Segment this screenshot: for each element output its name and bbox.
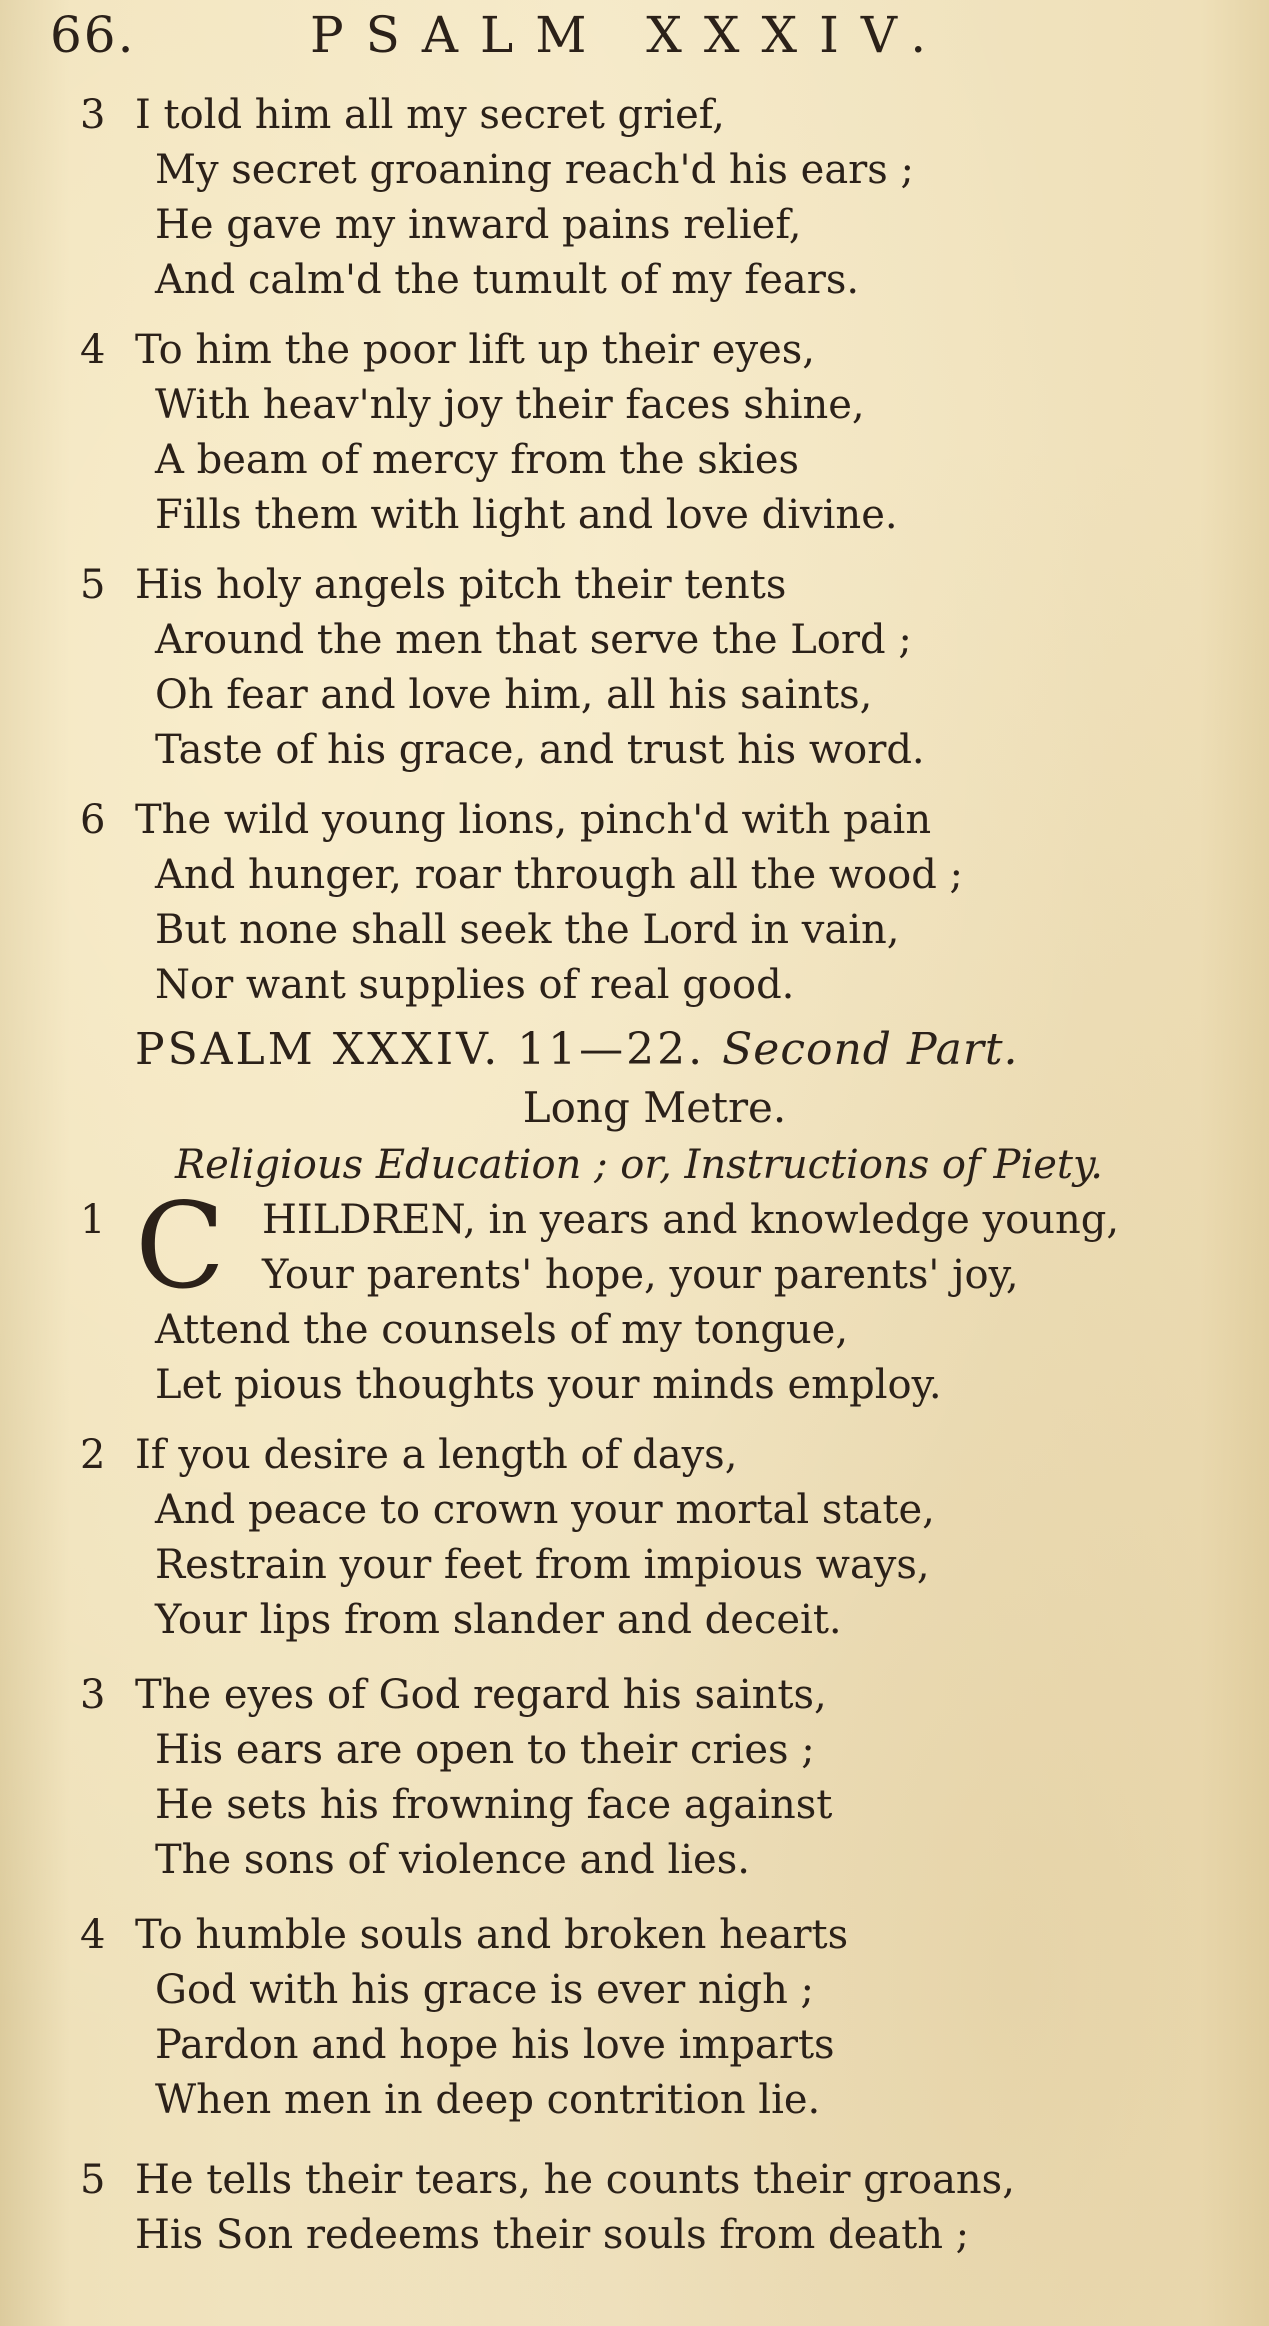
stanza-number: 3: [80, 1672, 106, 1718]
verse-line: His holy angels pitch their tents: [135, 562, 787, 608]
verse-line: Fills them with light and love divine.: [155, 492, 898, 538]
verse-line: He sets his frowning face against: [155, 1782, 833, 1828]
page-number: 66.: [50, 6, 136, 64]
verse-line: To him the poor lift up their eyes,: [135, 327, 815, 373]
running-title: PSALM XXXIV.: [310, 6, 949, 64]
stanza-number: 2: [80, 1432, 106, 1478]
verse-line: My secret groaning reach'd his ears ;: [155, 147, 915, 193]
verse-line: HILDREN, in years and knowledge young,: [262, 1197, 1120, 1243]
verse-line: Your parents' hope, your parents' joy,: [262, 1252, 1019, 1298]
section-heading: [135, 1020, 1019, 1080]
verse-line: Restrain your feet from impious ways,: [155, 1542, 930, 1588]
stanza-number: 5: [80, 562, 106, 608]
drop-capital: C: [135, 1177, 226, 1315]
verse-line: The eyes of God regard his saints,: [135, 1672, 827, 1718]
verse-line: If you desire a length of days,: [135, 1432, 738, 1478]
verse-line: Attend the counsels of my tongue,: [155, 1307, 849, 1353]
verse-line: And calm'd the tumult of my fears.: [155, 257, 860, 303]
stanza-number: 5: [80, 2157, 106, 2203]
verse-line: A beam of mercy from the skies: [155, 437, 800, 483]
verse-line: And hunger, roar through all the wood ;: [155, 852, 964, 898]
stanza-number: 4: [80, 327, 106, 373]
verse-line: To humble souls and broken hearts: [135, 1912, 849, 1958]
verse-line: I told him all my secret grief,: [135, 92, 725, 138]
metre-label: Long Metre.: [522, 1083, 787, 1132]
verse-line: The wild young lions, pinch'd with pain: [135, 797, 932, 843]
verse-line: With heav'nly joy their faces shine,: [155, 382, 865, 428]
section-subtitle: Religious Education ; or, Instructions of Piety.: [175, 1142, 1103, 1188]
section-heading-title: PSALM XXXIV. 11—22.: [135, 1024, 706, 1075]
verse-line: Taste of his grace, and trust his word.: [155, 727, 925, 773]
verse-line: His ears are open to their cries ;: [155, 1727, 815, 1773]
verse-line: Your lips from slander and deceit.: [155, 1597, 842, 1643]
verse-line: Around the men that serve the Lord ;: [155, 617, 912, 663]
verse-line: He tells their tears, he counts their groans,: [135, 2157, 1015, 2203]
stanza-number: 6: [80, 797, 106, 843]
verse-line: His Son redeems their souls from death ;: [135, 2212, 970, 2258]
verse-line: Oh fear and love him, all his saints,: [155, 672, 873, 718]
stanza-number: 3: [80, 92, 106, 138]
verse-line: Let pious thoughts your minds employ.: [155, 1362, 942, 1408]
verse-line: But none shall seek the Lord in vain,: [155, 907, 900, 953]
stanza-number: 1: [80, 1197, 106, 1243]
verse-line: When men in deep contrition lie.: [155, 2077, 821, 2123]
running-header: [50, 0, 1250, 70]
verse-line: The sons of violence and lies.: [155, 1837, 750, 1883]
verse-line: He gave my inward pains relief,: [155, 202, 802, 248]
verse-line: Nor want supplies of real good.: [155, 962, 795, 1008]
section-heading-part: Second Part.: [722, 1024, 1019, 1075]
stanza-number: 4: [80, 1912, 106, 1958]
verse-line: And peace to crown your mortal state,: [155, 1487, 935, 1533]
verse-line: God with his grace is ever nigh ;: [155, 1967, 815, 2013]
verse-line: Pardon and hope his love imparts: [155, 2022, 835, 2068]
